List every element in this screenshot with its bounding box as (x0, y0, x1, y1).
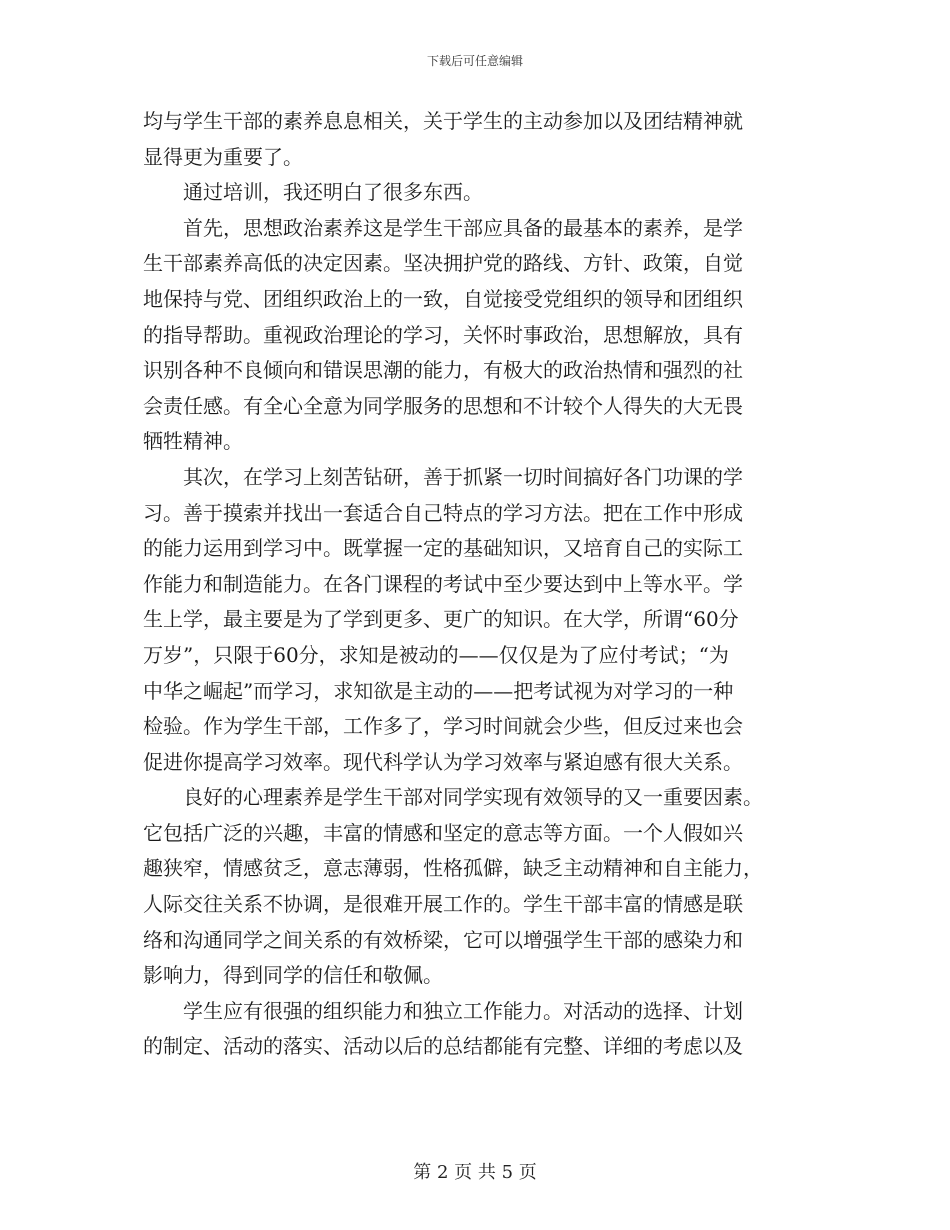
text-line: 学生应有很强的组织能力和独立工作能力。对活动的选择、计划 (143, 998, 743, 1023)
text-line: 促进你提高学习效率。现代科学认为学习效率与紧迫感有很大关系。 (143, 749, 743, 774)
text-line: 地保持与党、团组织政治上的一致，自觉接受党组织的领导和团组织 (143, 286, 743, 311)
document-body (143, 104, 803, 1065)
text-line: 生干部素养高低的决定因素。坚决拥护党的路线、方针、政策，自觉 (143, 251, 743, 276)
text-line: 首先，思想政治素养这是学生干部应具备的最基本的素养，是学 (143, 215, 743, 240)
text-line: 习。善于摸索并找出一套适合自己特点的学习方法。把在工作中形成 (143, 500, 743, 525)
page-header: 下载后可任意编辑 (426, 54, 523, 68)
text-line: 显得更为重要了。 (143, 144, 303, 169)
text-line: 万岁”，只限于60分，求知是被动的——仅仅是为了应付考试；“为 (143, 642, 729, 667)
text-line: 通过培训，我还明白了很多东西。 (143, 180, 483, 205)
text-line: 检验。作为学生干部，工作多了，学习时间就会少些，但反过来也会 (143, 714, 743, 739)
text-line: 中华之崛起”而学习，求知欲是主动的——把考试视为对学习的一种 (143, 678, 734, 703)
text-line: 均与学生干部的素养息息相关，关于学生的主动参加以及团结精神就 (143, 109, 743, 133)
text-line: 人际交往关系不协调，是很难开展工作的。学生干部丰富的情感是联 (143, 892, 743, 917)
text-line: 牺牲精神。 (143, 429, 243, 454)
text-line: 其次，在学习上刻苦钻研，善于抓紧一切时间搞好各门功课的学 (143, 464, 743, 489)
text-line: 的制定、活动的落实、活动以后的总结都能有完整、详细的考虑以及 (143, 1034, 743, 1059)
text-line: 它包括广泛的兴趣，丰富的情感和坚定的意志等方面。一个人假如兴 (143, 820, 743, 845)
text-line: 络和沟通同学之间关系的有效桥梁，它可以增强学生干部的感染力和 (143, 927, 743, 952)
text-line: 会责任感。有全心全意为同学服务的思想和不计较个人得失的大无畏 (143, 393, 743, 418)
text-line: 的能力运用到学习中。既掌握一定的基础知识，又培育自己的实际工 (143, 536, 743, 561)
text-line: 的指导帮助。重视政治理论的学习，关怀时事政治，思想解放，具有 (143, 322, 743, 347)
page-number-footer: 第 2 页 共 5 页 (413, 1162, 537, 1183)
text-line: 趣狭窄，情感贫乏，意志薄弱，性格孤僻，缺乏主动精神和自主能力， (143, 856, 763, 881)
text-line: 生上学，最主要是为了学到更多、更广的知识。在大学，所谓“60分 (143, 607, 739, 632)
text-line: 良好的心理素养是学生干部对同学实现有效领导的又一重要因素。 (143, 785, 763, 810)
text-line: 作能力和制造能力。在各门课程的考试中至少要达到中上等水平。学 (143, 571, 743, 596)
text-line: 识别各种不良倾向和错误思潮的能力，有极大的政治热情和强烈的社 (143, 358, 743, 383)
text-line: 影响力，得到同学的信任和敬佩。 (143, 963, 443, 988)
